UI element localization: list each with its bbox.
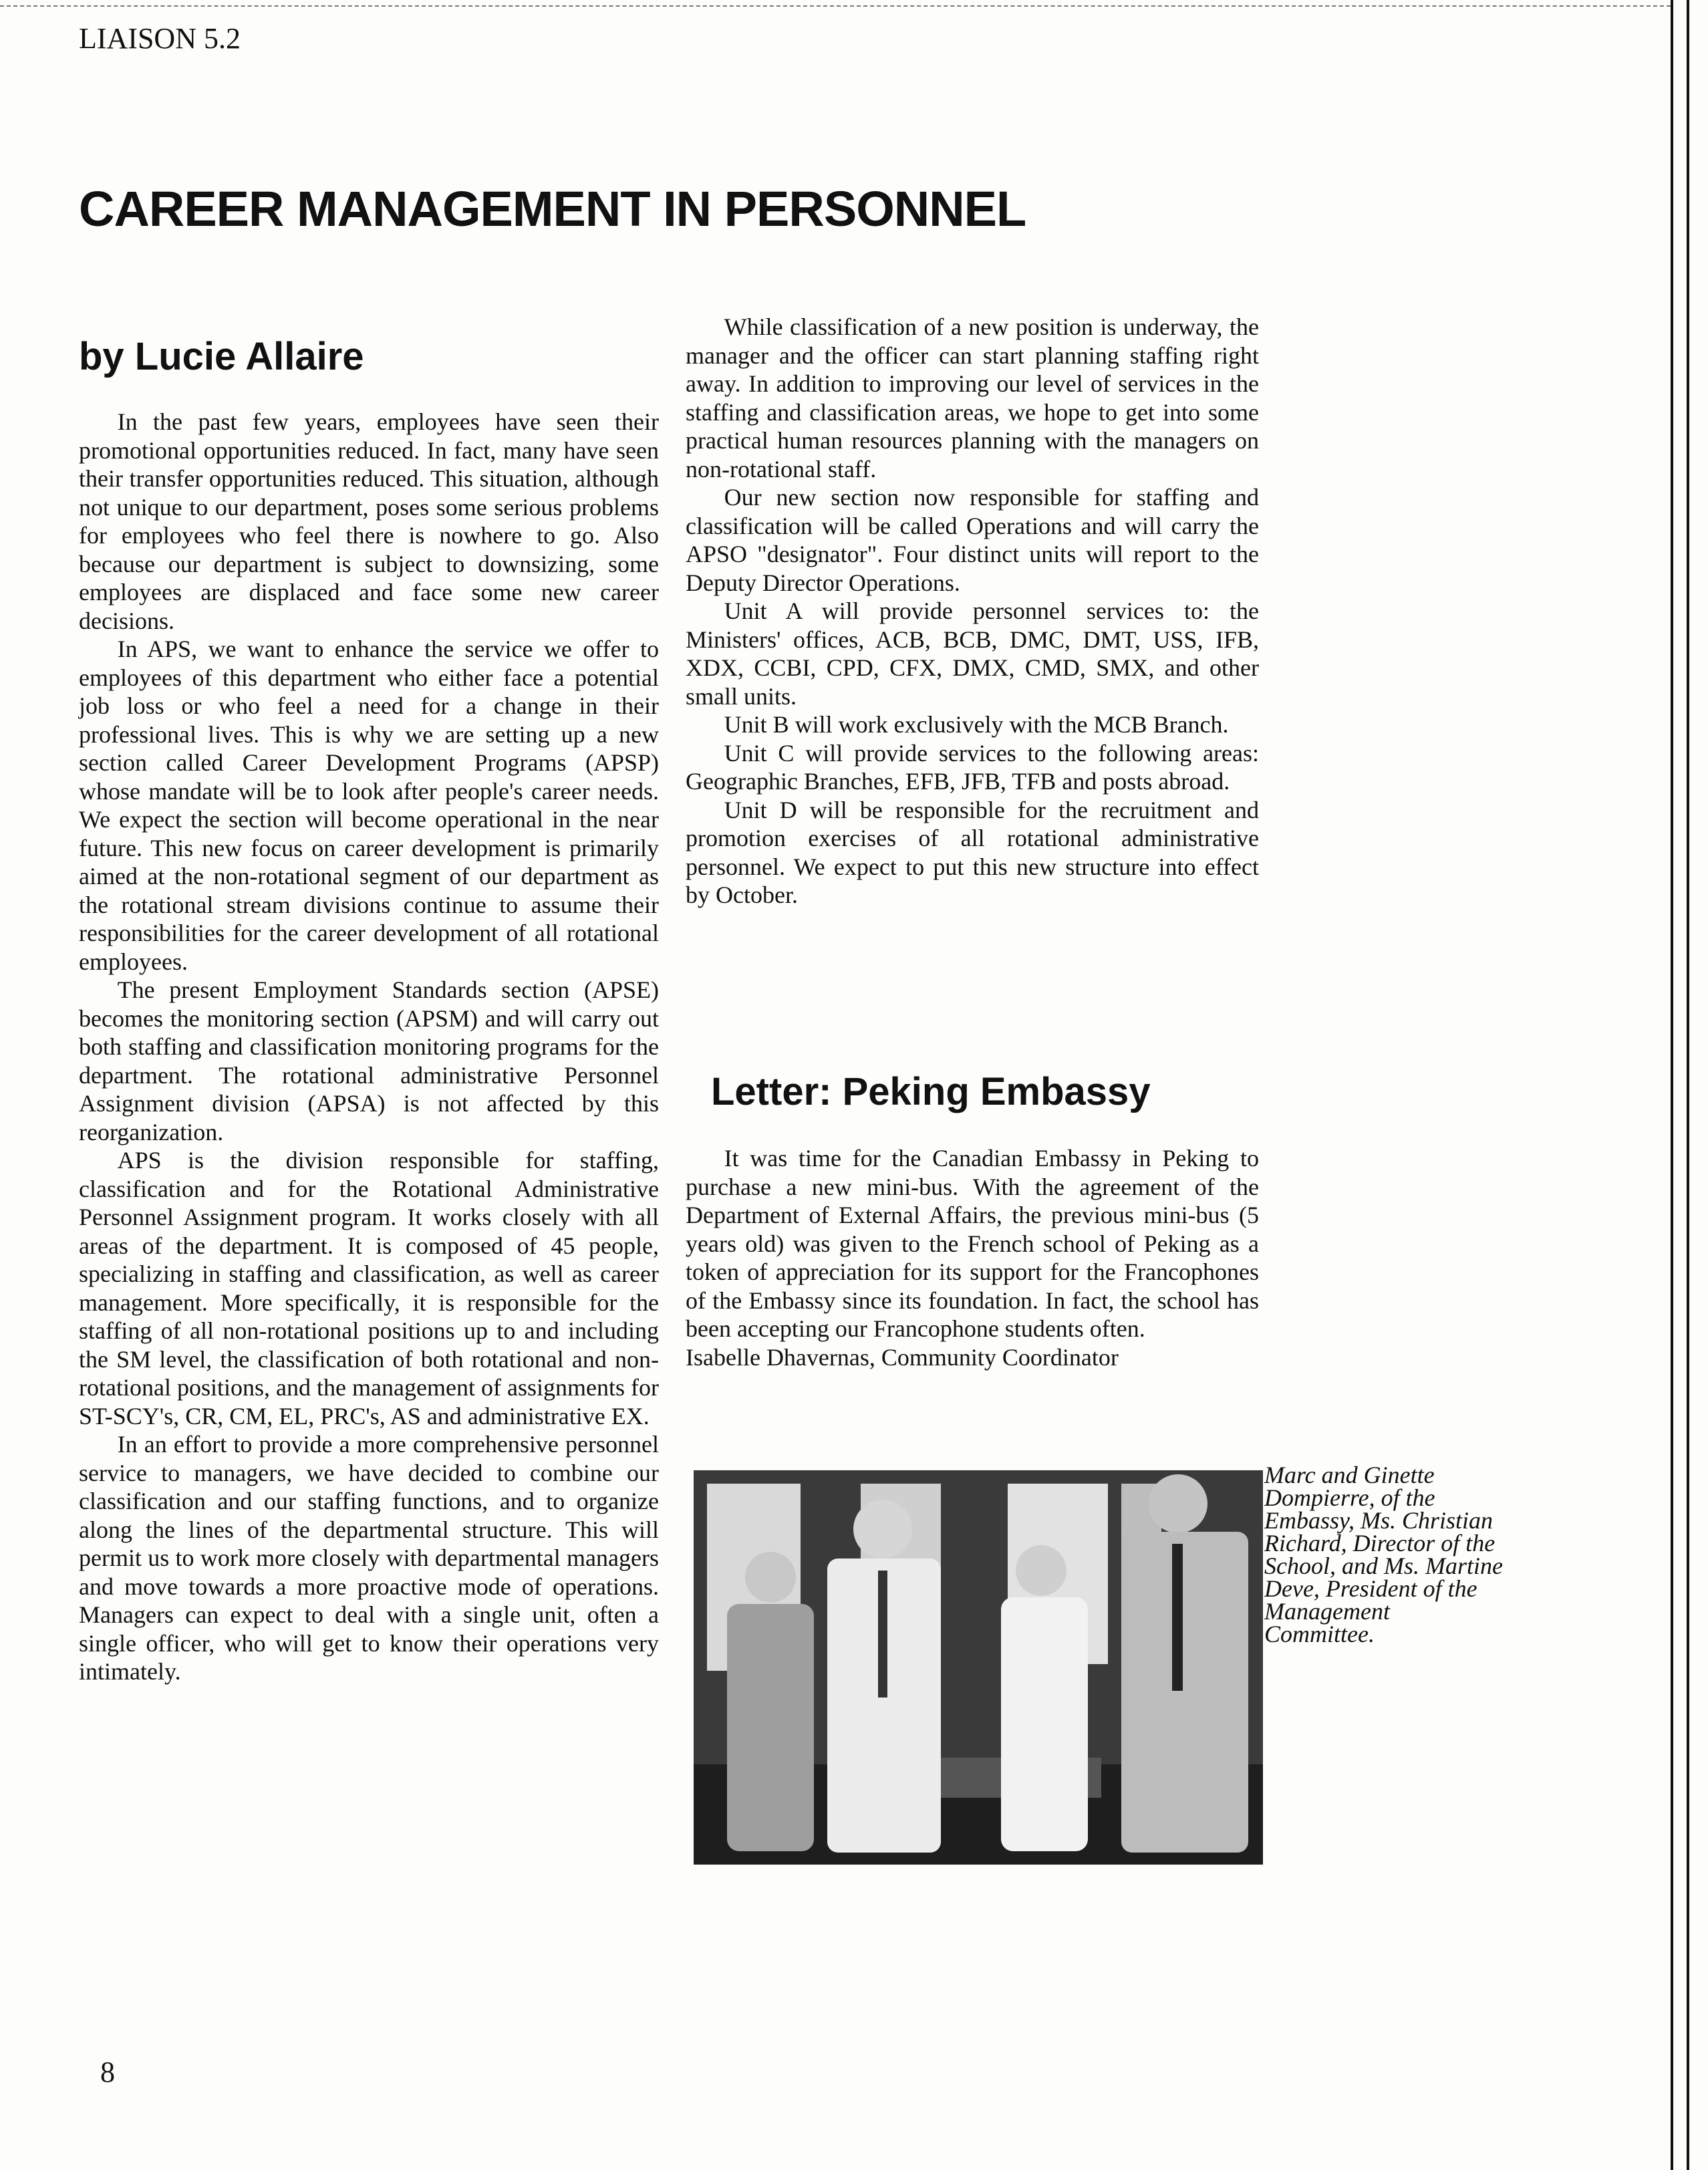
publication-header: LIAISON 5.2 — [79, 22, 241, 55]
group-photo-illustration — [694, 1470, 1263, 1865]
article-title: CAREER MANAGEMENT IN PERSONNEL — [79, 181, 1026, 237]
top-edge-rule — [0, 5, 1671, 7]
letter-title: Letter: Peking Embassy — [711, 1070, 1151, 1113]
article-paragraph: In APS, we want to enhance the service we offer to employees of this department who either face a potential job loss or who feel a need for a change in their professional lives. This is why we are setting up a new section called Career Development Programs (APSP) whose mandate will be to look after people's career needs. We expect the section will become operational in the near future. This new focus on career development is primarily aimed at the non-rotational segment of our department as the rotational stream divisions continue to assume their responsibilities for the career development of all rotational employees. — [79, 636, 659, 975]
photo-caption: Marc and Ginette Dompierre, of the Embassy, Ms. Christian Richard, Director of the School, and Ms. Martine Deve, President of the Management Committee. — [1264, 1462, 1503, 1647]
article-paragraph: Unit C will provide services to the following areas: Geographic Branches, EFB, JFB, TFB and posts abroad. — [686, 739, 1259, 795]
article-paragraph: While classification of a new position is underway, the manager and the officer can start planning staffing right away. In addition to improving our level of services in the staffing and classification areas, we hope to get into some practical human resources planning with the managers on non-rotational staff. — [686, 313, 1259, 483]
letter-body — [686, 1144, 1259, 1371]
article-paragraph: The present Employment Standards section (APSE) becomes the monitoring section (APSM) and will carry out both staffing and classification monitoring programs for the department. The rotational administrative Personnel Assignment division (APSA) is not affected by this reorganization. — [79, 976, 659, 1145]
article-byline: by Lucie Allaire — [79, 335, 364, 378]
article-paragraph: Unit A will provide personnel services to: the Ministers' offices, ACB, BCB, DMC, DMT, USS, IFB, XDX, CCBI, CPD, CFX, DMX, CMD, SMX, and other small units. — [686, 597, 1259, 710]
group-photo — [694, 1470, 1263, 1865]
page-number: 8 — [100, 2056, 115, 2088]
article-paragraph: Unit B will work exclusively with the MCB Branch. — [724, 711, 1229, 738]
article-left-column — [79, 408, 659, 1686]
article-paragraph: In the past few years, employees have seen their promotional opportunities reduced. In fact, many have seen their transfer opportunities reduced. This situation, although not unique to our department, poses some serious problems for employees who feel there is nowhere to go. Also because our department is subject to downsizing, some employees are displaced and face some new career decisions. — [79, 408, 659, 634]
letter-signature: Isabelle Dhavernas, Community Coordinator — [686, 1343, 1119, 1371]
article-paragraph: In an effort to provide a more comprehensive personnel service to managers, we have decided to combine our classification and our staffing functions, and to organize along the lines of the departmental structure. This will permit us to work more closely with departmental managers and move towards a more proactive mode of operations. Managers can expect to deal with a single unit, often a single officer, who will get to know their operations very intimately. — [79, 1431, 659, 1685]
article-paragraph: Our new section now responsible for staffing and classification will be called Operations and will carry the APSO "designator". Four distinct units will report to the Deputy Director Operations. — [686, 484, 1259, 596]
article-paragraph: Unit D will be responsible for the recruitment and promotion exercises of all rotational administrative personnel. We expect to put this new structure into effect by October. — [686, 796, 1259, 908]
page-binding-edge — [1671, 0, 1708, 2170]
article-paragraph: APS is the division responsible for staffing, classification and for the Rotational Administrative Personnel Assignment program. It works closely with all areas of the department. It is composed of 45 people, specializing in staffing and classification, as well as career management. More specifically, it is responsible for the staffing of all non-rotational positions up to and including the SM level, the classification of both rotational and non-rotational positions, and the management of assignments for ST-SCY's, CR, CM, EL, PRC's, AS and administrative EX. — [79, 1147, 659, 1430]
letter-paragraph: It was time for the Canadian Embassy in Peking to purchase a new mini-bus. With the agreement of the Department of External Affairs, the previous mini-bus (5 years old) was given to the French school of Peking as a token of appreciation for its support for the Francophones of the Embassy since its foundation. In fact, the school has been accepting our Francophone students often. — [686, 1145, 1259, 1342]
article-right-column — [686, 313, 1259, 910]
